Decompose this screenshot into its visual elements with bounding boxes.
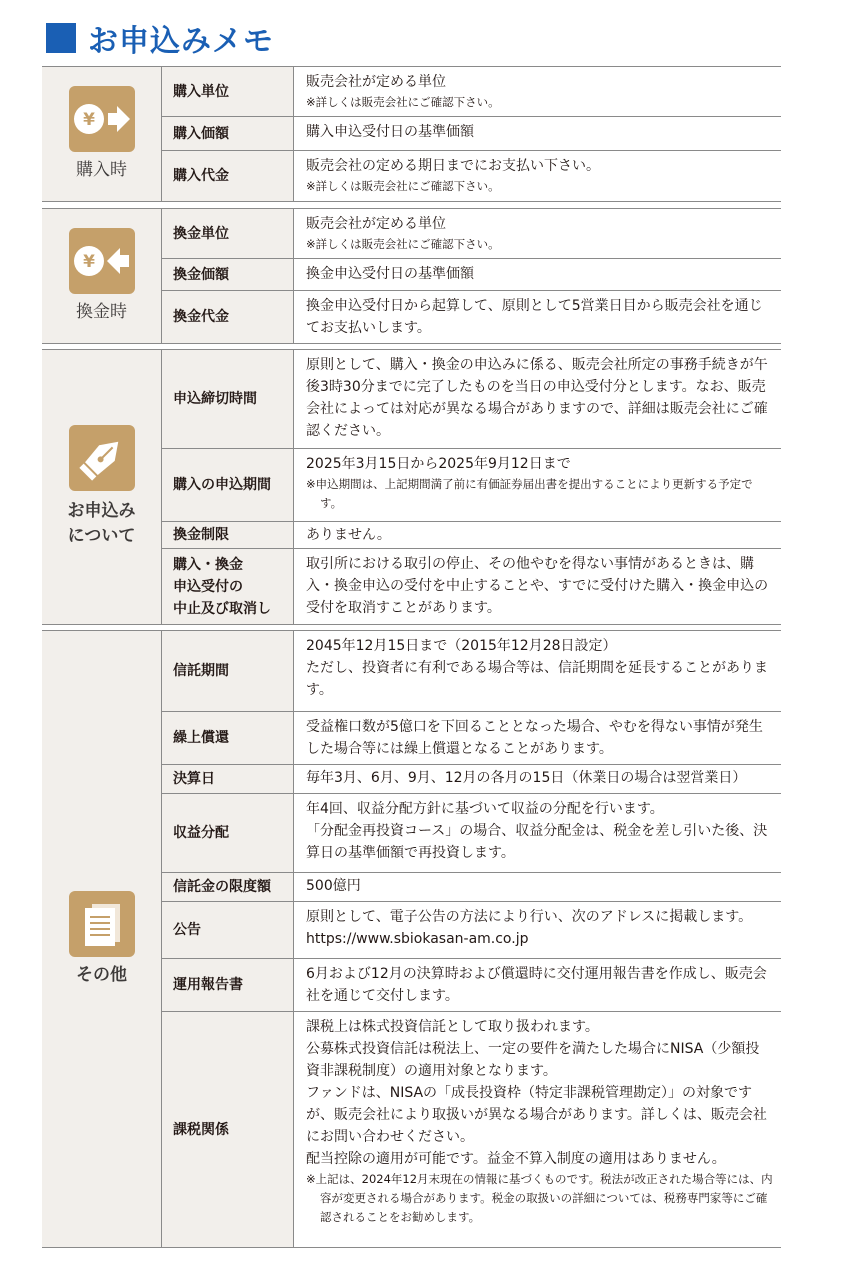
value-text: ただし、投資者に有利である場合等は、信託期間を延長することがあります。 xyxy=(306,660,768,698)
section-other xyxy=(42,630,781,1248)
row-label: 公告 xyxy=(162,902,294,958)
value-text: 公募株式投資信託は税法上、一定の要件を満たした場合にNISA（少額投資非課税制度）の適用対象となります。 xyxy=(306,1041,760,1079)
row-label-line: 中止及び取消し xyxy=(173,600,271,617)
table-row xyxy=(162,549,781,624)
row-label: 購入代金 xyxy=(162,151,294,201)
category-label xyxy=(68,499,136,549)
category-application xyxy=(42,350,162,624)
rows-redemption xyxy=(162,209,781,343)
table-row xyxy=(162,712,781,765)
row-label: 課税関係 xyxy=(162,1012,294,1247)
yen-in-icon xyxy=(69,86,135,152)
row-label: 運用報告書 xyxy=(162,959,294,1011)
value-text: 換金申込受付日の基準価額 xyxy=(306,266,474,282)
row-value xyxy=(294,449,781,521)
value-text: 「分配金再投資コース」の場合、収益分配金は、税金を差し引いた後、決算日の基準価額で再投資します。 xyxy=(306,823,768,861)
document-icon xyxy=(69,891,135,957)
row-label: 申込締切時間 xyxy=(162,350,294,448)
value-note: ※詳しくは販売会社にご確認下さい。 xyxy=(306,237,500,251)
category-label-line: について xyxy=(67,526,136,546)
section-application xyxy=(42,349,781,625)
rows-application xyxy=(162,350,781,624)
row-label: 購入価額 xyxy=(162,117,294,150)
row-label: 購入の申込期間 xyxy=(162,449,294,521)
table-row xyxy=(162,873,781,902)
row-value xyxy=(294,712,781,764)
table-row xyxy=(162,291,781,343)
table-row xyxy=(162,449,781,522)
value-note: ※申込期間は、上記期間満了前に有価証券届出書を提出することにより更新する予定です。 xyxy=(306,477,753,510)
row-label: 信託期間 xyxy=(162,631,294,711)
value-text: 課税上は株式投資信託として取り扱われます。 xyxy=(306,1019,599,1035)
value-url: https://www.sbiokasan-am.co.jp xyxy=(306,931,529,947)
category-redemption xyxy=(42,209,162,343)
row-label xyxy=(162,549,294,624)
value-text: 年4回、収益分配方針に基づいて収益の分配を行います。 xyxy=(306,801,664,817)
table-row xyxy=(162,1012,781,1247)
row-label: 換金制限 xyxy=(162,522,294,548)
value-text: 受益権口数が5億口を下回ることとなった場合、やむを得ない事情が発生した場合等には繰上償還となることがあります。 xyxy=(306,719,763,757)
section-redemption xyxy=(42,208,781,344)
row-label: 決算日 xyxy=(162,765,294,793)
row-value xyxy=(294,873,781,901)
value-text: 2045年12月15日まで（2015年12月28日設定） xyxy=(306,638,617,654)
table-row xyxy=(162,259,781,291)
row-value xyxy=(294,117,781,150)
value-text: 6月および12月の決算時および償還時に交付運用報告書を作成し、販売会社を通じて交付します。 xyxy=(306,966,767,1004)
table-row xyxy=(162,631,781,712)
value-text: 販売会社が定める単位 xyxy=(306,216,446,232)
value-text: 換金申込受付日から起算して、原則として5営業日目から販売会社を通じてお支払いします。 xyxy=(306,298,763,336)
value-text: ファンドは、NISAの「成長投資枠（特定非課税管理勘定）」の対象ですが、販売会社により取扱いが異なる場合があります。詳しくは、販売会社にお問い合わせください。 xyxy=(306,1085,767,1145)
row-value xyxy=(294,259,781,290)
value-text: 配当控除の適用が可能です。益金不算入制度の適用はありません。 xyxy=(306,1151,726,1167)
value-text: 2025年3月15日から2025年9月12日まで xyxy=(306,456,571,472)
table-row xyxy=(162,350,781,449)
title-marker xyxy=(46,23,76,53)
page-title: お申込みメモ xyxy=(88,24,274,59)
table-row xyxy=(162,902,781,959)
table-row xyxy=(162,794,781,873)
table-row xyxy=(162,522,781,549)
rows-other xyxy=(162,631,781,1247)
category-label-line: お申込み xyxy=(67,501,136,521)
row-label-line: 申込受付の xyxy=(173,578,243,595)
value-text: ありません。 xyxy=(306,527,391,543)
value-text: 毎年3月、6月、9月、12月の各月の15日（休業日の場合は翌営業日） xyxy=(306,770,747,786)
value-text: 原則として、電子公告の方法により行い、次のアドレスに掲載します。 xyxy=(306,909,753,925)
row-value xyxy=(294,902,781,958)
page-header xyxy=(46,16,274,60)
row-label: 換金単位 xyxy=(162,209,294,258)
value-note: ※上記は、2024年12月末現在の情報に基づくものです。税法が改正された場合等には、内容が変更される場合があります。税金の取扱いの詳細については、税務専門家等にご確認されることをお勧めします。 xyxy=(306,1172,773,1224)
row-value xyxy=(294,209,781,258)
row-label: 繰上償還 xyxy=(162,712,294,764)
category-label: 換金時 xyxy=(76,301,127,322)
table-row xyxy=(162,209,781,259)
value-text: 500億円 xyxy=(306,878,361,894)
svg-text:¥: ¥ xyxy=(82,251,95,272)
row-value xyxy=(294,765,781,793)
row-value xyxy=(294,631,781,711)
row-label: 信託金の限度額 xyxy=(162,873,294,901)
row-value xyxy=(294,350,781,448)
table-row xyxy=(162,117,781,151)
row-value xyxy=(294,549,781,624)
table-row xyxy=(162,151,781,201)
row-value xyxy=(294,1012,781,1247)
category-other xyxy=(42,631,162,1247)
row-value xyxy=(294,522,781,548)
value-text: 販売会社の定める期日までにお支払い下さい。 xyxy=(306,158,600,174)
row-value xyxy=(294,67,781,116)
rows-purchase xyxy=(162,67,781,201)
row-label: 換金代金 xyxy=(162,291,294,343)
value-text: 取引所における取引の停止、その他やむを得ない事情があるときは、購入・換金申込の受付を中止することや、すでに受付けた購入・換金申込の受付を取消すことがあります。 xyxy=(306,556,769,616)
row-value xyxy=(294,959,781,1011)
row-label: 換金価額 xyxy=(162,259,294,290)
value-note: ※詳しくは販売会社にご確認下さい。 xyxy=(306,95,500,109)
value-text: 購入申込受付日の基準価額 xyxy=(306,124,474,140)
table-row xyxy=(162,959,781,1012)
section-purchase xyxy=(42,66,781,202)
row-label: 収益分配 xyxy=(162,794,294,872)
value-note: ※詳しくは販売会社にご確認下さい。 xyxy=(306,179,500,193)
svg-text:¥: ¥ xyxy=(82,109,95,130)
category-label: 購入時 xyxy=(76,159,127,180)
yen-out-icon xyxy=(69,228,135,294)
row-value xyxy=(294,291,781,343)
row-value xyxy=(294,151,781,201)
category-purchase xyxy=(42,67,162,201)
fountain-pen-icon xyxy=(69,425,135,491)
row-label: 購入単位 xyxy=(162,67,294,116)
category-label: その他 xyxy=(76,964,127,985)
table-row xyxy=(162,67,781,117)
value-text: 原則として、購入・換金の申込みに係る、販売会社所定の事務手続きが午後3時30分までに完了したものを当日の申込受付分とします。なお、販売会社によっては対応が異なる場合がありますので、詳細は販売会社にご確認ください。 xyxy=(306,357,768,439)
row-label-line: 購入・換金 xyxy=(173,556,243,573)
row-value xyxy=(294,794,781,872)
value-text: 販売会社が定める単位 xyxy=(306,74,446,90)
table-row xyxy=(162,765,781,794)
